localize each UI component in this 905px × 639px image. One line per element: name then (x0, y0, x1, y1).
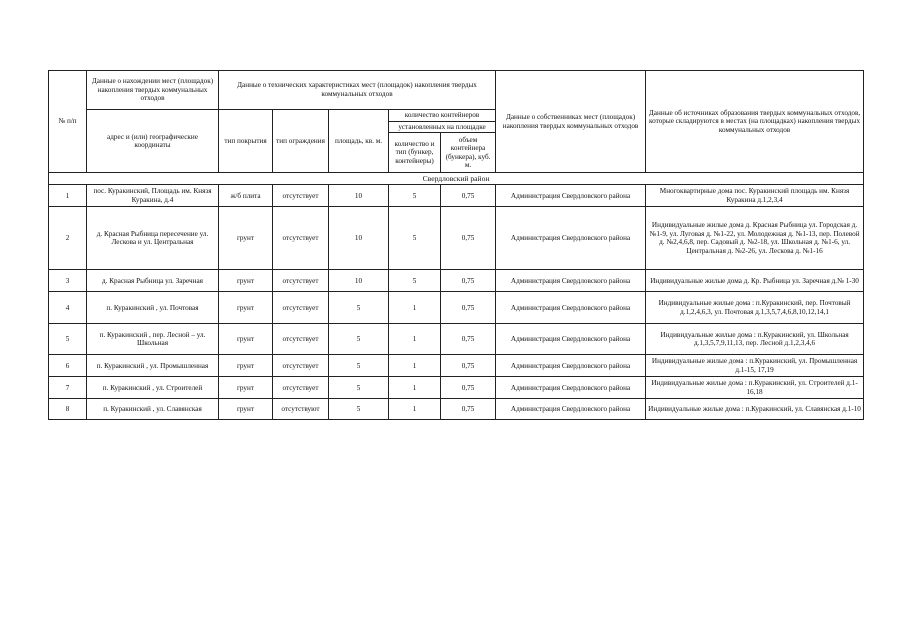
header-owners: Данные о собственниках мест (площадок) накопления твердых коммунальных отходов (496, 71, 646, 173)
row-source: Индивидуальные жилые дома д. Кр. Рыбница ул. Заречная д.№ 1-30 (646, 270, 864, 292)
row-owner: Администрация Свердловского района (496, 324, 646, 355)
row-number: 1 (49, 185, 87, 207)
row-owner: Администрация Свердловского района (496, 355, 646, 377)
row-count: 1 (389, 355, 441, 377)
row-number: 2 (49, 207, 87, 270)
row-fence: отсутствует (273, 377, 329, 399)
row-owner: Администрация Свердловского района (496, 292, 646, 324)
row-volume: 0,75 (441, 377, 496, 399)
row-volume: 0,75 (441, 292, 496, 324)
row-address: п. Куракинский , ул. Строителей (87, 377, 219, 399)
row-address: пос. Куракинский, Площадь им. Князя Куракина, д.4 (87, 185, 219, 207)
row-cover: грунт (219, 270, 273, 292)
row-volume: 0,75 (441, 355, 496, 377)
row-address: д. Красная Рыбница пересечение ул. Лескова и ул. Центральная (87, 207, 219, 270)
row-owner: Администрация Свердловского района (496, 270, 646, 292)
row-source: Индивидуальные жилые дома : п.Куракинский, ул. Славянская д.1-10 (646, 399, 864, 420)
row-fence: отсутствует (273, 207, 329, 270)
header-address: адрес и (или) географические координаты (87, 110, 219, 173)
header-fence: тип ограждения (273, 110, 329, 173)
header-num: № п/п (49, 71, 87, 173)
row-area: 5 (329, 324, 389, 355)
row-volume: 0,75 (441, 399, 496, 420)
row-source: Индивидуальные жилые дома : п.Куракинский, ул. Строителей д.1-16,18 (646, 377, 864, 399)
row-count: 5 (389, 207, 441, 270)
region-label: Свердловский район (49, 173, 864, 185)
row-number: 8 (49, 399, 87, 420)
header-installed: установленных на площадке (389, 121, 496, 133)
row-address: п. Куракинский , ул. Почтовая (87, 292, 219, 324)
header-location-group: Данные о нахождении мест (площадок) накопления твердых коммунальных отходов (87, 71, 219, 110)
row-fence: отсутствуют (273, 399, 329, 420)
row-source: Индивидуальные жилые дома : п.Куракинский, ул. Школьная д.1,3,5,7,9,11,13, пер. Лесной д.1,2,3,4,6 (646, 324, 864, 355)
row-owner: Администрация Свердловского района (496, 399, 646, 420)
row-owner: Администрация Свердловского района (496, 377, 646, 399)
table-row (49, 399, 864, 420)
table-row (49, 292, 864, 324)
header-count-type: количество и тип (бункер, контейнеры) (389, 133, 441, 173)
table-row (49, 377, 864, 399)
row-cover: грунт (219, 292, 273, 324)
row-address: п. Куракинский , ул. Славянская (87, 399, 219, 420)
row-fence: отсутствует (273, 324, 329, 355)
row-number: 3 (49, 270, 87, 292)
row-area: 10 (329, 207, 389, 270)
row-count: 1 (389, 399, 441, 420)
row-source: Многоквартирные дома пос. Куракинский площадь им. Князя Куракина д.1,2,3,4 (646, 185, 864, 207)
row-fence: отсутствует (273, 185, 329, 207)
header-row-1 (49, 71, 864, 110)
row-cover: грунт (219, 399, 273, 420)
row-area: 5 (329, 377, 389, 399)
row-area: 5 (329, 355, 389, 377)
row-source: Индивидуальные жилые дома : п.Куракинский, пер. Почтовый д.1,2,4,6,3, ул. Почтовая д.1,3,5,7,4,6,8,10,12,14,1 (646, 292, 864, 324)
row-count: 5 (389, 270, 441, 292)
row-area: 10 (329, 185, 389, 207)
row-area: 10 (329, 270, 389, 292)
row-owner: Администрация Свердловского района (496, 207, 646, 270)
header-containers-group: количество контейнеров (389, 110, 496, 122)
region-row (49, 173, 864, 185)
row-count: 5 (389, 185, 441, 207)
table-row (49, 324, 864, 355)
row-address: п. Куракинский , ул. Промышленная (87, 355, 219, 377)
row-area: 5 (329, 292, 389, 324)
row-cover: грунт (219, 207, 273, 270)
row-area: 5 (329, 399, 389, 420)
table-row (49, 185, 864, 207)
row-address: п. Куракинский , пер. Лесной – ул. Школьная (87, 324, 219, 355)
row-count: 1 (389, 377, 441, 399)
header-sources: Данные об источниках образования твердых коммунальных отходов, которые складируются в местах (на площадках) накопления твердых коммунальных отходов (646, 71, 864, 173)
row-cover: грунт (219, 324, 273, 355)
row-cover: грунт (219, 377, 273, 399)
row-fence: отсутствует (273, 292, 329, 324)
row-cover: ж/б плита (219, 185, 273, 207)
row-cover: грунт (219, 355, 273, 377)
row-number: 7 (49, 377, 87, 399)
header-volume: объем контейнера (бункера), куб. м. (441, 133, 496, 173)
row-fence: отсутствует (273, 355, 329, 377)
row-number: 5 (49, 324, 87, 355)
table-row (49, 207, 864, 270)
table-row (49, 270, 864, 292)
row-volume: 0,75 (441, 207, 496, 270)
row-volume: 0,75 (441, 270, 496, 292)
header-cover: тип покрытия (219, 110, 273, 173)
waste-sites-table (48, 70, 864, 420)
row-source: Индивидуальные жилые дома : п.Куракинский, ул. Промышленная д.1-15, 17,19 (646, 355, 864, 377)
header-area: площадь, кв. м. (329, 110, 389, 173)
table-row (49, 355, 864, 377)
row-count: 1 (389, 292, 441, 324)
row-owner: Администрация Свердловского района (496, 185, 646, 207)
row-source: Индивидуальные жилые дома д. Красная Рыбница ул. Городская д. №1-9, ул. Луговая д. №1-22, ул. Молодежная д. №1-13, пер. Полевой д. №2,4,6,8, пер. Садовый д. №2-18, ул. Школьная д. №1-6, ул. Центральная д. №2-26, ул. Лескова д. №1-16 (646, 207, 864, 270)
row-volume: 0,75 (441, 185, 496, 207)
row-fence: отсутствует (273, 270, 329, 292)
row-number: 6 (49, 355, 87, 377)
header-tech-group: Данные о технических характеристиках мест (площадок) накопления твердых коммунальных отходов (219, 71, 496, 110)
row-count: 1 (389, 324, 441, 355)
row-address: д. Красная Рыбница ул. Заречная (87, 270, 219, 292)
row-volume: 0,75 (441, 324, 496, 355)
row-number: 4 (49, 292, 87, 324)
